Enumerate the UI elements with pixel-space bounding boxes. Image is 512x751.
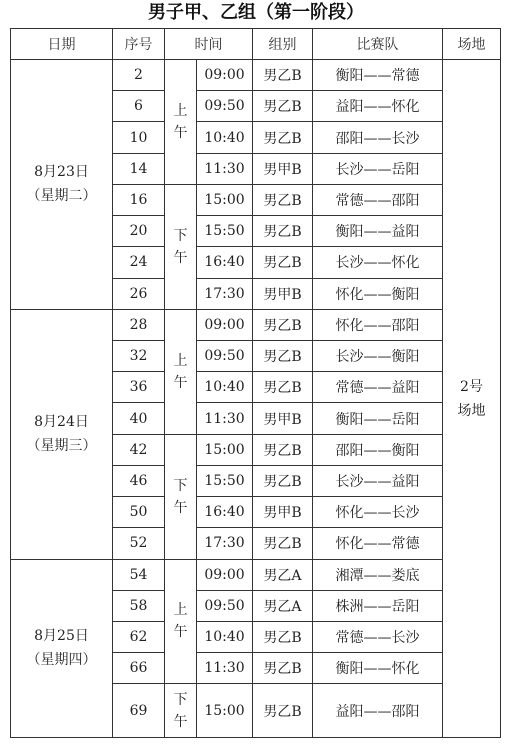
period-char: 下 [173,691,188,708]
match-teams: 长沙——怀化 [313,247,443,278]
match-time: 16:40 [197,247,253,278]
match-teams: 益阳——邵阳 [313,684,443,738]
match-group: 男乙A [253,590,313,621]
match-number: 6 [113,91,165,122]
period-char: 上 [173,352,188,369]
match-group: 男乙B [253,653,313,684]
match-time: 16:40 [197,497,253,528]
match-time: 11:30 [197,403,253,434]
match-teams: 株洲——岳阳 [313,590,443,621]
match-group: 男乙B [253,621,313,652]
date-label: 8月25日 [34,628,89,645]
match-teams: 衡阳——益阳 [313,216,443,247]
schedule-table [10,28,501,738]
match-teams: 长沙——岳阳 [313,153,443,184]
match-group: 男乙B [253,372,313,403]
match-number: 54 [113,559,165,590]
match-group: 男乙B [253,465,313,496]
period-cell [165,684,197,738]
match-number: 16 [113,184,165,215]
header-time: 时间 [165,29,253,60]
venue-line: 2号 [460,378,483,395]
match-group: 男乙B [253,340,313,371]
match-group: 男乙B [253,309,313,340]
match-number: 69 [113,684,165,738]
match-number: 32 [113,340,165,371]
match-teams: 邵阳——长沙 [313,122,443,153]
match-number: 52 [113,528,165,559]
match-group: 男乙A [253,559,313,590]
match-number: 46 [113,465,165,496]
match-time: 15:50 [197,216,253,247]
match-group: 男乙B [253,528,313,559]
venue-line: 场地 [457,402,486,419]
match-number: 40 [113,403,165,434]
date-cell [11,60,113,310]
match-teams: 衡阳——怀化 [313,653,443,684]
match-time: 09:00 [197,60,253,91]
header-date: 日期 [11,29,113,60]
header-group: 组别 [253,29,313,60]
match-number: 28 [113,309,165,340]
period-char: 午 [173,713,188,730]
match-group: 男乙B [253,216,313,247]
match-teams: 湘潭——娄底 [313,559,443,590]
match-group: 男甲B [253,153,313,184]
match-group: 男乙B [253,91,313,122]
match-time: 17:30 [197,278,253,309]
date-label: 8月24日 [34,414,89,431]
period-cell [165,559,197,684]
match-number: 26 [113,278,165,309]
header-venue: 场地 [443,29,501,60]
weekday-label: （星期二） [26,188,97,205]
match-teams: 常德——益阳 [313,372,443,403]
match-time: 09:50 [197,91,253,122]
period-cell [165,434,197,559]
match-time: 17:30 [197,528,253,559]
match-group: 男甲B [253,403,313,434]
match-time: 15:00 [197,684,253,738]
match-time: 09:50 [197,340,253,371]
period-char: 下 [173,477,188,494]
match-number: 14 [113,153,165,184]
period-char: 午 [173,499,188,516]
header-number: 序号 [113,29,165,60]
match-group: 男乙B [253,247,313,278]
match-time: 11:30 [197,653,253,684]
match-number: 2 [113,60,165,91]
table-row [11,60,501,91]
match-number: 50 [113,497,165,528]
match-number: 24 [113,247,165,278]
period-char: 午 [173,249,188,266]
header-row [11,29,501,60]
match-time: 09:00 [197,309,253,340]
weekday-label: （星期三） [26,438,97,455]
venue-cell [443,60,501,738]
page-title: 男子甲、乙组（第一阶段） [148,2,364,23]
match-number: 62 [113,621,165,652]
match-time: 15:00 [197,434,253,465]
match-teams: 长沙——衡阳 [313,340,443,371]
match-group: 男乙B [253,184,313,215]
match-group: 男乙B [253,684,313,738]
match-teams: 怀化——常德 [313,528,443,559]
match-number: 58 [113,590,165,621]
period-cell [165,309,197,434]
match-teams: 衡阳——岳阳 [313,403,443,434]
match-group: 男乙B [253,122,313,153]
match-time: 10:40 [197,372,253,403]
period-char: 午 [173,624,188,641]
match-number: 10 [113,122,165,153]
match-number: 36 [113,372,165,403]
date-cell [11,559,113,738]
period-char: 下 [173,227,188,244]
match-time: 09:00 [197,559,253,590]
match-time: 10:40 [197,122,253,153]
match-teams: 衡阳——常德 [313,60,443,91]
header-teams: 比赛队 [313,29,443,60]
match-group: 男乙B [253,434,313,465]
match-teams: 常德——长沙 [313,621,443,652]
period-char: 上 [173,602,188,619]
match-teams: 邵阳——衡阳 [313,434,443,465]
match-teams: 益阳——怀化 [313,91,443,122]
table-row [11,309,501,340]
match-teams: 长沙——益阳 [313,465,443,496]
match-time: 11:30 [197,153,253,184]
match-group: 男甲B [253,278,313,309]
match-teams: 常德——邵阳 [313,184,443,215]
match-time: 10:40 [197,621,253,652]
match-number: 42 [113,434,165,465]
match-time: 15:50 [197,465,253,496]
match-time: 15:00 [197,184,253,215]
match-teams: 怀化——长沙 [313,497,443,528]
date-label: 8月23日 [34,164,89,181]
period-char: 午 [173,124,188,141]
table-row [11,559,501,590]
period-char: 午 [173,374,188,391]
date-cell [11,309,113,559]
match-teams: 怀化——邵阳 [313,309,443,340]
match-group: 男甲B [253,497,313,528]
match-group: 男乙B [253,60,313,91]
period-cell [165,184,197,309]
match-time: 09:50 [197,590,253,621]
match-teams: 怀化——衡阳 [313,278,443,309]
period-char: 上 [173,102,188,119]
weekday-label: （星期四） [26,652,97,669]
period-cell [165,60,197,185]
match-number: 66 [113,653,165,684]
match-number: 20 [113,216,165,247]
